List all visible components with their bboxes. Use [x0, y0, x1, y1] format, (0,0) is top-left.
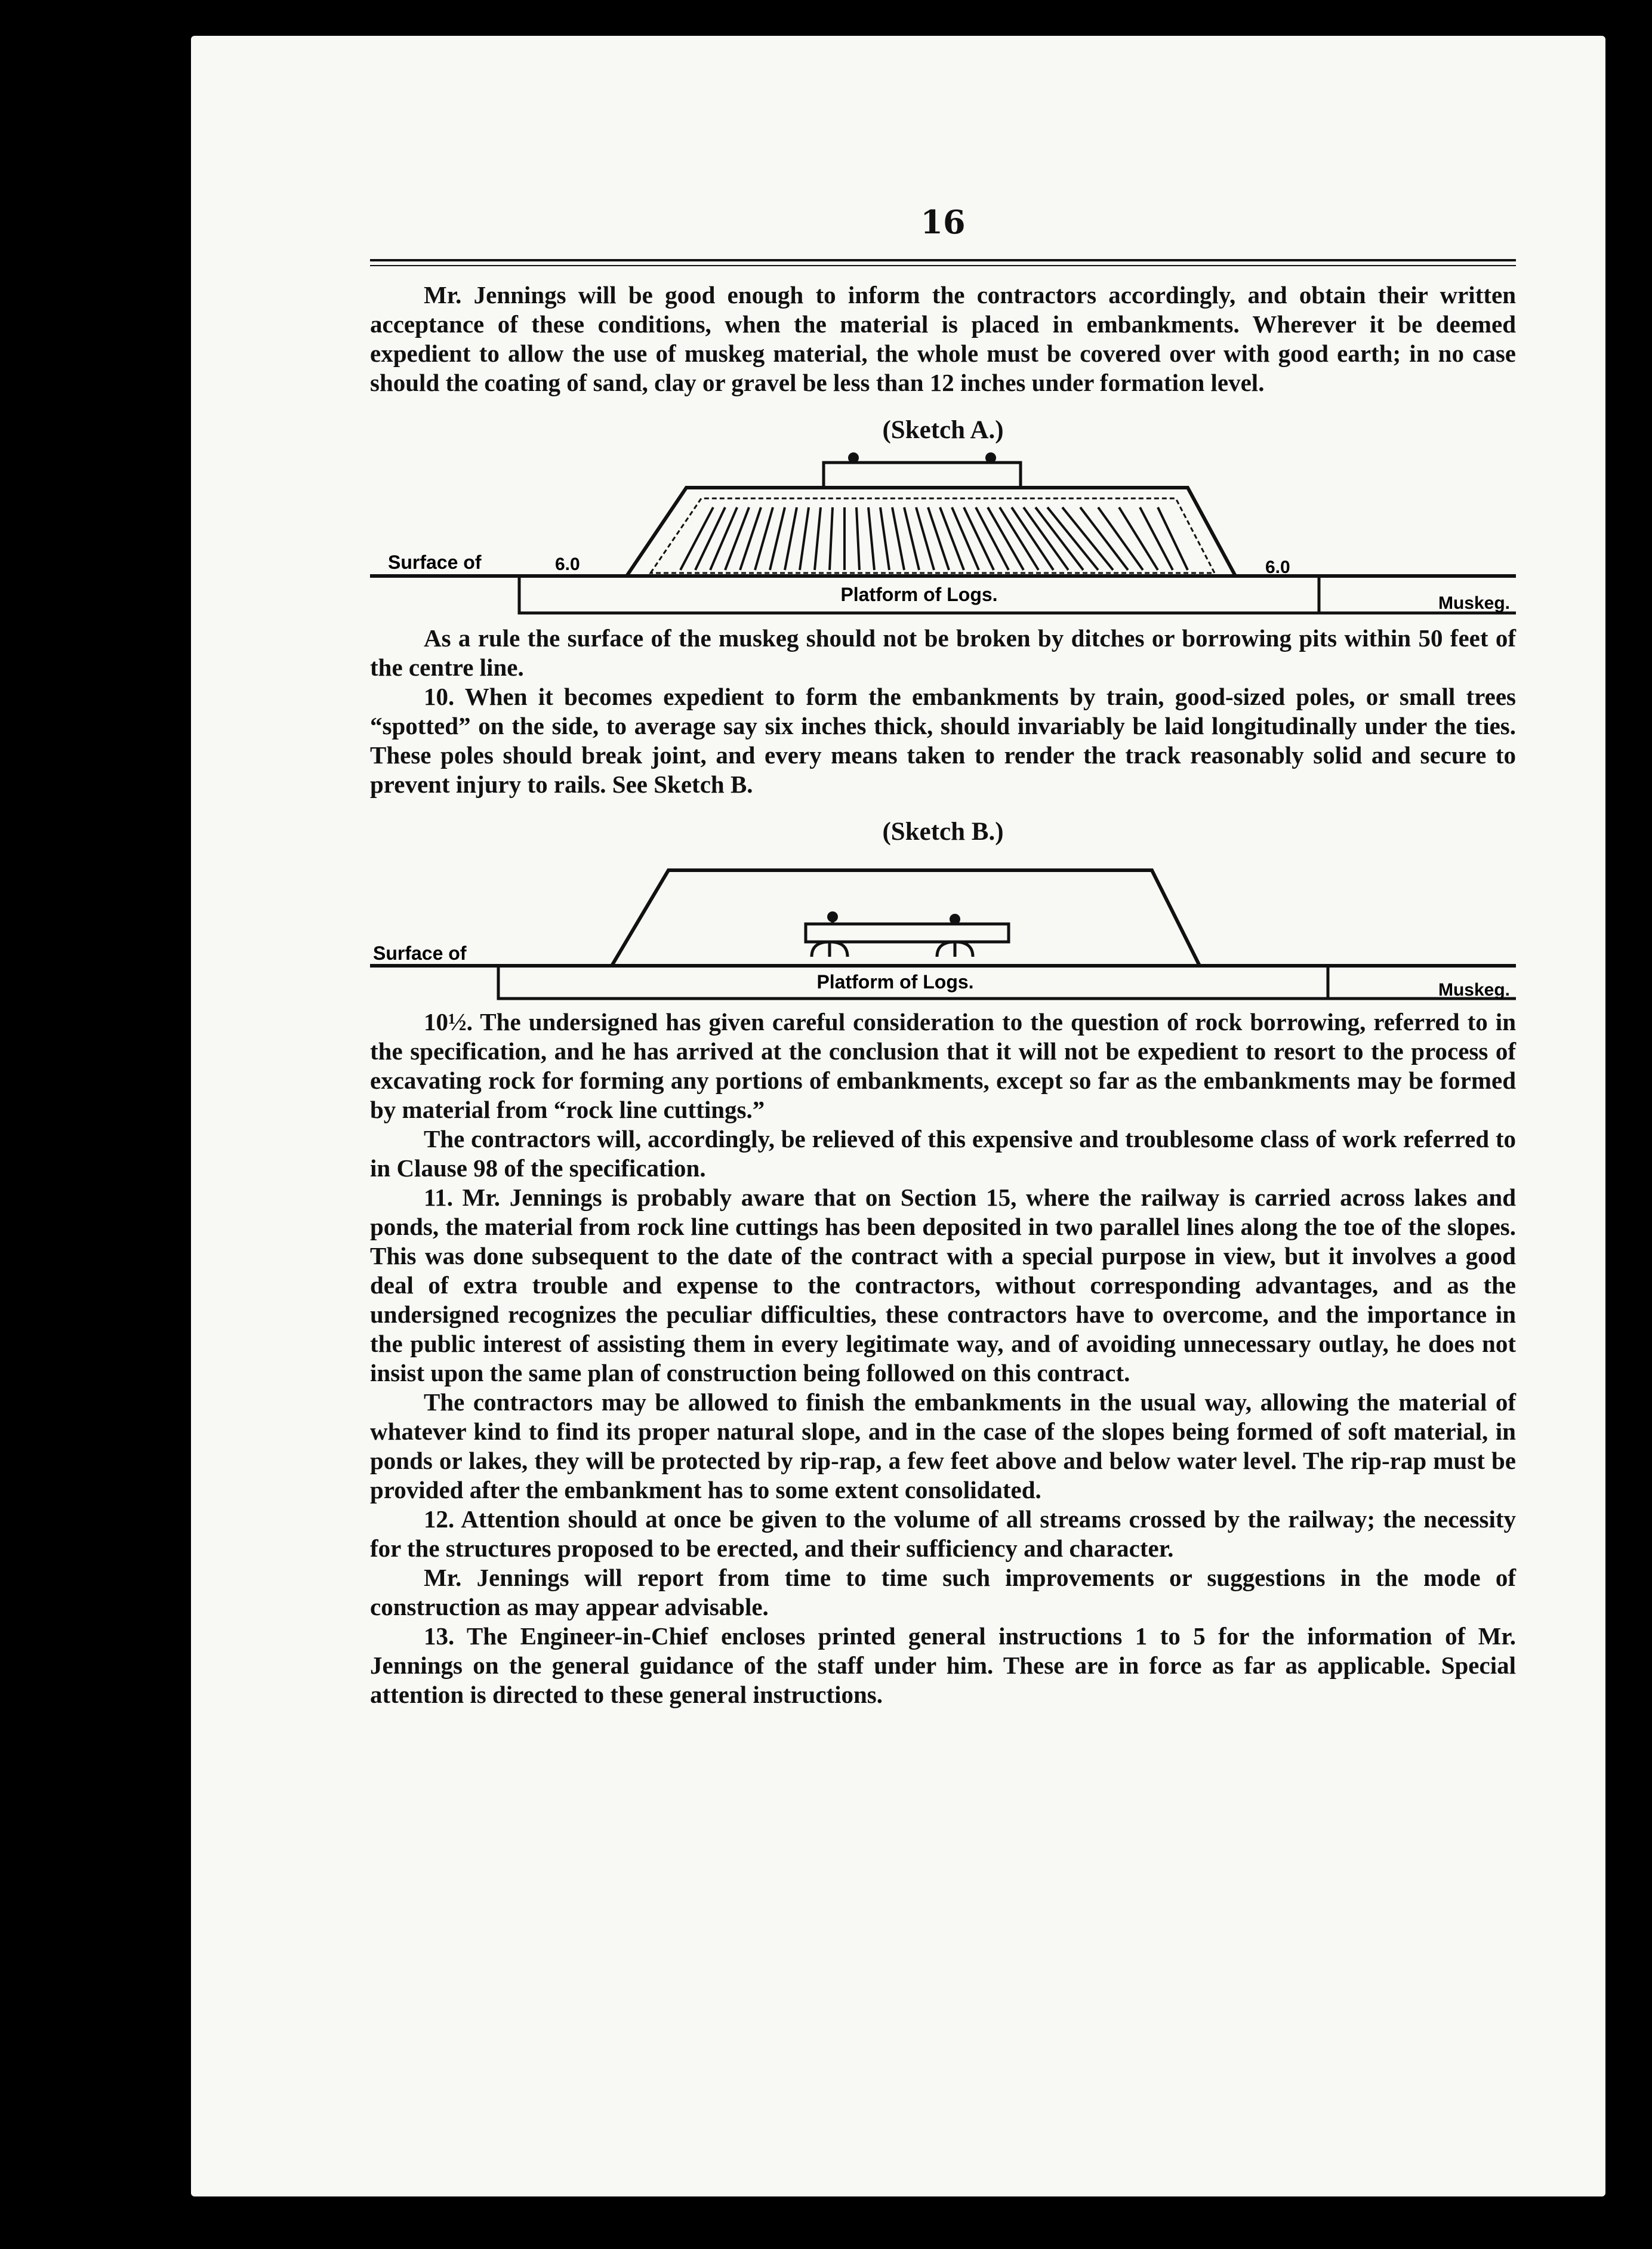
sketch-b-platform-label: Platform of Logs.	[816, 971, 974, 993]
sketch-b-diagram	[370, 852, 1516, 1008]
sketch-a-dim-right: 6.0	[1265, 557, 1290, 577]
sketch-a-platform-label: Platform of Logs.	[840, 584, 998, 605]
sketch-a-tie	[824, 463, 1021, 488]
sketch-b-poles	[812, 942, 973, 957]
sketch-b-caption: (Sketch B.)	[882, 818, 1004, 846]
sketch-a-caption: (Sketch A.)	[882, 416, 1004, 444]
document-page	[191, 36, 1605, 2196]
sketch-a-muskeg-label: Muskeg.	[1438, 593, 1510, 613]
sketch-b-muskeg-label: Muskeg.	[1438, 980, 1510, 1000]
sketch-a-dim-left: 6.0	[555, 554, 580, 574]
paragraph-9: Mr. Jennings will report from time to time such improvements or suggestions in the mode of construction as may appear advisable.	[370, 1564, 1516, 1620]
page-content	[370, 137, 1516, 1709]
sketch-a-diagram	[370, 451, 1516, 624]
paragraph-7: The contractors may be allowed to finish the embankments in the usual way, allowing the material of whatever kind to find its proper natural slope, and in the case of the slopes being formed of soft material, in ponds or lakes, they will be protected by rip-rap, a few feet above and below water level. The rip-rap must be provided after the embankment has to some extent consolidated.	[370, 1388, 1516, 1504]
header-rule	[370, 259, 1516, 261]
paragraph-5: The contractors will, accordingly, be relieved of this expensive and troublesome class of work referred to in Clause 98 of the specification.	[370, 1125, 1516, 1182]
header-rule-thin	[370, 265, 1516, 266]
paragraph-1: Mr. Jennings will be good enough to inform the contractors accordingly, and obtain their written acceptance of these conditions, when the material is placed in embankments. Wherever it be deemed expedient to allow the use of muskeg material, the whole must be covered over with good earth; in no case should the coating of sand, clay or gravel be less than 12 inches under formation level.	[370, 281, 1516, 396]
paragraph-8: 12. Attention should at once be given to the volume of all streams crossed by the railway; the necessity for the structures proposed to be erected, and their sufficiency and character.	[370, 1505, 1516, 1562]
sketch-a-hatching	[680, 507, 1188, 570]
paragraph-6: 11. Mr. Jennings is probably aware that on Section 15, where the railway is carried across lakes and ponds, the material from rock line cuttings has been deposited in two parallel lines along the toe of the slopes. This was done subsequent to the date of the contract with a special purpose in view, but it involves a good deal of extra trouble and expense to the contractors, without corresponding advantages, and as the undersigned recognizes the peculiar difficulties, these contractors have to overcome, and the importance in the public interest of assisting them in every legitimate way, and of avoiding unnecessary outlay, he does not insist upon the same plan of construction being followed on this contract.	[370, 1184, 1516, 1387]
paragraph-10: 13. The Engineer-in-Chief encloses printed general instructions 1 to 5 for the information of Mr. Jennings on the general guidance of the staff under him. These are in force as far as applicable. Special attention is directed to these general instructions.	[370, 1622, 1516, 1708]
paragraph-3: 10. When it becomes expedient to form the embankments by train, good-sized poles, or small trees “spotted” on the side, to average say six inches thick, should invariably be laid longitudinally under the ties. These poles should break joint, and every means taken to render the track reasonably solid and secure to prevent injury to rails. See Sketch B.	[370, 683, 1516, 798]
sketch-b-embankment	[612, 870, 1200, 966]
paragraph-2: As a rule the surface of the muskeg should not be broken by ditches or borrowing pits within 50 feet of the centre line.	[370, 624, 1516, 681]
paragraph-4: 10½. The undersigned has given careful consideration to the question of rock borrowing, referred to in the specification, and he has arrived at the conclusion that it will not be expedient to resort to the process of excavating rock for forming any portions of embankments, except so far as the embankments may be formed by material from “rock line cuttings.”	[370, 1008, 1516, 1123]
sketch-b-surface-label: Surface of	[373, 942, 467, 964]
page-number: 16	[920, 203, 966, 241]
sketch-b-tie	[806, 924, 1009, 942]
sketch-a-surface-label: Surface of	[388, 552, 482, 573]
